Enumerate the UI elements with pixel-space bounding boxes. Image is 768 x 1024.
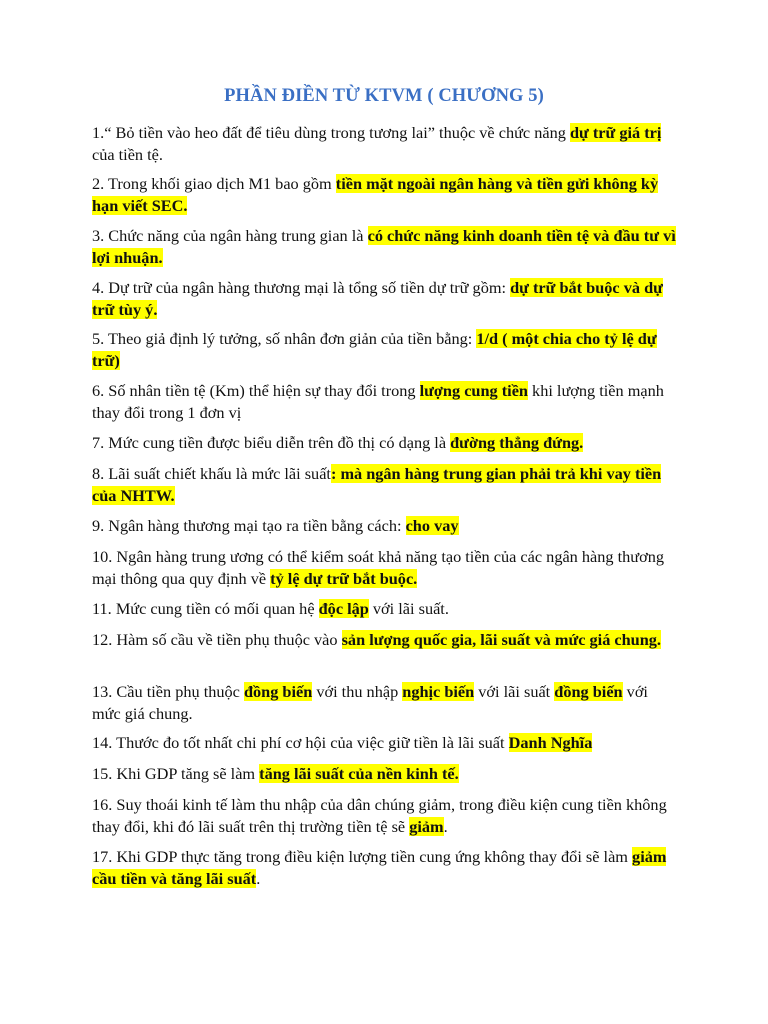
question-text: với mức giá chung. bbox=[92, 682, 648, 723]
list-item bbox=[92, 846, 677, 889]
list-item bbox=[92, 328, 677, 371]
list-item bbox=[92, 173, 677, 216]
answer-highlight: dự trữ giá trị bbox=[569, 123, 662, 142]
answer-highlight: tỷ lệ dự trữ bắt buộc. bbox=[270, 568, 418, 588]
list-item bbox=[92, 463, 677, 506]
answer-highlight: giảm bbox=[409, 816, 444, 836]
question-text: 12. Hàm số cầu về tiền phụ thuộc vào bbox=[92, 630, 342, 649]
answer-highlight: lượng cung tiền bbox=[419, 381, 528, 400]
list-item bbox=[92, 598, 677, 620]
list-item bbox=[92, 225, 677, 268]
list-item bbox=[92, 515, 677, 537]
question-text: 6. Số nhân tiền tệ (Km) thể hiện sự thay đổi trong bbox=[92, 381, 420, 400]
question-text: của tiền tệ. bbox=[92, 144, 163, 164]
answer-highlight: đường thẳng đứng. bbox=[450, 433, 584, 452]
question-text: 14. Thước đo tốt nhất chi phí cơ hội của việc giữ tiền là lãi suất bbox=[92, 733, 509, 752]
question-text: 4. Dự trữ của ngân hàng thương mại là tổng số tiền dự trữ gồm: bbox=[92, 278, 511, 297]
question-text: . bbox=[443, 816, 448, 836]
answer-highlight: : mà ngân hàng trung gian phải trả khi vay tiền của NHTW. bbox=[92, 464, 662, 505]
list-item bbox=[92, 380, 677, 423]
answer-highlight: tiền mặt ngoài ngân hàng và tiền gửi không kỳ hạn viết SEC. bbox=[92, 174, 659, 215]
page-title: PHẦN ĐIỀN TỪ KTVM ( CHƯƠNG 5) bbox=[224, 86, 544, 106]
question-text: khi lượng tiền mạnh thay đổi trong 1 đơn vị bbox=[92, 381, 664, 422]
list-item bbox=[92, 763, 677, 785]
answer-highlight: 1/d ( một chia cho tỷ lệ dự trữ) bbox=[92, 329, 657, 370]
list-item bbox=[92, 546, 677, 589]
question-text: 9. Ngân hàng thương mại tạo ra tiền bằng cách: bbox=[92, 516, 406, 535]
list-item bbox=[92, 629, 677, 651]
answer-highlight: cho vay bbox=[405, 516, 459, 535]
question-text: 8. Lãi suất chiết khấu là mức lãi suất bbox=[92, 464, 331, 483]
question-text: . bbox=[256, 868, 261, 888]
answer-highlight: nghịc biến bbox=[402, 682, 475, 701]
question-text: 11. Mức cung tiền có mối quan hệ bbox=[92, 599, 319, 618]
answer-highlight: dự trữ bắt buộc và dự trữ tùy ý. bbox=[92, 278, 663, 319]
answer-highlight: tăng lãi suất của nền kinh tế. bbox=[259, 764, 459, 783]
list-item bbox=[92, 794, 677, 837]
list-item bbox=[92, 681, 677, 724]
question-text: với lãi suất bbox=[474, 682, 555, 701]
question-text: 15. Khi GDP tăng sẽ làm bbox=[92, 764, 260, 783]
answer-highlight: có chức năng kinh doanh tiền tệ và đầu tư vì lợi nhuận. bbox=[92, 226, 676, 267]
list-item bbox=[92, 122, 677, 165]
answer-highlight: độc lập bbox=[318, 599, 369, 618]
answer-highlight: sản lượng quốc gia, lãi suất và mức giá chung. bbox=[341, 630, 662, 649]
list-item bbox=[92, 732, 677, 754]
question-text: 3. Chức năng của ngân hàng trung gian là bbox=[92, 226, 368, 245]
list-item bbox=[92, 432, 677, 454]
question-text: 1.“ Bỏ tiền vào heo đất để tiêu dùng trong tương lai” thuộc về chức năng bbox=[92, 123, 570, 142]
question-text: 2. Trong khối giao dịch M1 bao gồm bbox=[92, 174, 336, 193]
answer-highlight: đồng biến bbox=[554, 682, 623, 701]
question-text: 17. Khi GDP thực tăng trong điều kiện lượng tiền cung ứng không thay đổi sẽ làm bbox=[92, 847, 633, 866]
question-text: 10. Ngân hàng trung ương có thể kiểm soát khả năng tạo tiền của các ngân hàng thương mại thông qua quy định về bbox=[92, 547, 664, 588]
answer-highlight: giảm cầu tiền và tăng lãi suất bbox=[92, 847, 667, 888]
question-text: với lãi suất. bbox=[368, 599, 449, 618]
question-text: 16. Suy thoái kinh tế làm thu nhập của dân chúng giảm, trong điều kiện cung tiền không thay đổi, khi đó lãi suất trên thị trường tiền tệ sẽ bbox=[92, 795, 667, 836]
answer-highlight: Danh Nghĩa bbox=[508, 733, 593, 752]
question-text: 5. Theo giả định lý tưởng, số nhân đơn giản của tiền bằng: bbox=[92, 329, 477, 348]
answer-highlight: đồng biến bbox=[243, 682, 313, 701]
question-text: 13. Cầu tiền phụ thuộc bbox=[92, 682, 244, 701]
question-text: 7. Mức cung tiền được biểu diễn trên đồ thị có dạng là bbox=[92, 433, 451, 452]
list-item bbox=[92, 277, 677, 320]
question-text: với thu nhập bbox=[312, 682, 403, 701]
